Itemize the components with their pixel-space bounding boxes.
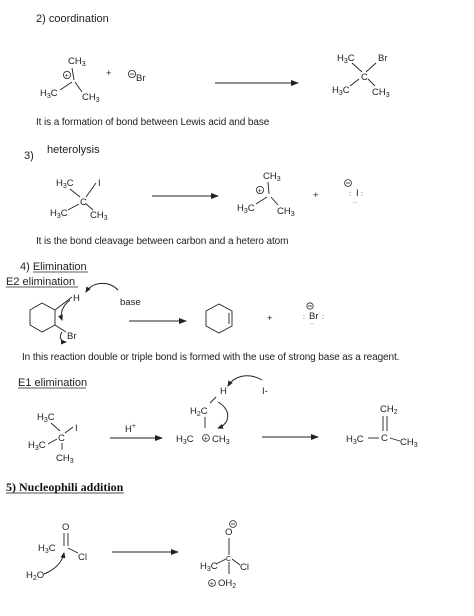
svg-text:H2C: $H_2C$: [190, 406, 208, 418]
e1-reagent: H+: [125, 423, 136, 435]
svg-text:Br: Br: [67, 331, 77, 342]
svg-text:C: C: [381, 433, 388, 444]
e2-note: In this reaction double or triple bond is formed with the use of strong base as a reagent.: [22, 352, 400, 363]
e1-title: E1 elimination: [18, 377, 88, 389]
svg-text:+: +: [64, 73, 69, 80]
nucleophilic-title: 5) Nucleophili addition: [6, 480, 124, 494]
svg-text::: :: [322, 314, 324, 321]
svg-text:CH3: $CH_3$: [56, 453, 74, 465]
ch3-top-label: $CH_3$: [68, 56, 86, 68]
svg-text:C: C: [226, 556, 232, 563]
svg-text:H3C: $H_3C$: [37, 412, 55, 424]
e1-intermediate: [176, 376, 268, 446]
svg-text:H3C: $H_3C$: [237, 203, 255, 215]
heterolysis-reactant: [50, 178, 108, 222]
svg-text::: :: [303, 314, 305, 321]
svg-text:··: ··: [353, 200, 357, 206]
svg-text:H3C: $H_3C$: [50, 208, 68, 220]
coordination-section: [36, 13, 390, 128]
h3c-left-label: $H_3C$: [40, 88, 58, 100]
svg-text:O: O: [225, 527, 233, 538]
iodide-ion: [345, 180, 363, 206]
svg-text:CH3: $CH_3$: [277, 206, 295, 218]
svg-text:C: C: [80, 197, 87, 208]
svg-text:CH3: $CH_3$: [90, 210, 108, 222]
heterolysis-title: heterolysis: [47, 144, 100, 156]
tetrahedral-intermediate: [200, 521, 249, 590]
svg-text:··: ··: [310, 321, 314, 327]
svg-text:H3C: $H_3C$: [346, 434, 364, 446]
plus-sign: +: [106, 68, 112, 79]
svg-text:H3C: $H_3C$: [200, 561, 218, 573]
svg-text:Cl: Cl: [78, 552, 87, 563]
iodide-label: I: [356, 188, 359, 199]
curved-arrow-icon: [44, 553, 64, 574]
svg-text::: :: [361, 191, 363, 198]
svg-text:+: +: [257, 188, 262, 195]
e2-title: E2 elimination: [6, 276, 76, 288]
bromide-ion: [303, 303, 324, 327]
svg-text:H2O: $H_2O$: [26, 570, 45, 582]
svg-text:O: O: [62, 522, 70, 533]
e1-reactant: [28, 412, 78, 465]
svg-text:H3C: $H_3C$: [332, 85, 350, 97]
coordination-carbocation: [40, 56, 100, 104]
svg-text:CH2: $CH_2$: [380, 404, 398, 416]
curved-arrow-icon: [61, 300, 70, 320]
heterolysis-carbocation: [237, 171, 295, 218]
acyl-chloride-reactant: [26, 522, 87, 582]
svg-text:H3C: $H_3C$: [56, 178, 74, 190]
plus-sign: +: [267, 313, 273, 324]
e2-reactant: [30, 283, 118, 342]
svg-text:CH3: $CH_3$: [372, 87, 390, 99]
svg-text:H: H: [220, 386, 227, 397]
svg-text:I: I: [98, 178, 101, 189]
cyclohexene-ring: [206, 304, 232, 333]
heterolysis-note: It is the bond cleavage between carbon and a hetero atom: [36, 236, 289, 247]
curved-arrow-icon: [228, 376, 262, 386]
curved-arrow-icon: [60, 332, 66, 342]
heterolysis-section: [24, 144, 363, 247]
svg-text:OH2: $OH_2$: [218, 578, 237, 590]
coordination-title: 2) coordination: [36, 13, 109, 25]
svg-text:Br: Br: [378, 53, 388, 64]
curved-arrow-icon: [86, 283, 118, 292]
cyclohexene-product: [206, 304, 232, 333]
svg-text:H: H: [73, 293, 80, 304]
svg-text:H3C: $H_3C$: [176, 434, 194, 446]
svg-text:C: C: [58, 433, 65, 444]
e1-product: [346, 404, 418, 449]
cyclohexane-ring: [30, 303, 55, 332]
elimination-title: 4) Elimination: [20, 261, 87, 273]
nucleophilic-section: [6, 480, 249, 590]
coordination-note: It is a formation of bond between Lewis acid and base: [36, 117, 270, 128]
svg-text:C: C: [361, 72, 368, 83]
coordination-product: [332, 53, 390, 99]
svg-text:H3C: $H_3C$: [38, 543, 56, 555]
ch3-right-label: $CH_3$: [82, 92, 100, 104]
svg-text:+: +: [209, 581, 214, 588]
svg-text::: :: [349, 191, 351, 198]
plus-sign: +: [313, 190, 319, 201]
svg-text:I: I: [75, 423, 78, 434]
svg-text:CH3: $CH_3$: [400, 437, 418, 449]
svg-text:+: +: [203, 436, 208, 443]
svg-text:Br: Br: [309, 311, 319, 322]
svg-text:I-: I-: [262, 386, 268, 397]
base-label: base: [120, 297, 141, 308]
svg-text:H3C: $H_3C$: [28, 440, 46, 452]
curved-arrow-icon: [218, 402, 228, 428]
elimination-section: [6, 261, 418, 465]
svg-text:Cl: Cl: [240, 562, 249, 573]
svg-text:CH3: $CH_3$: [212, 434, 230, 446]
svg-text:H3C: $H_3C$: [337, 53, 355, 65]
bromide-label: Br: [136, 73, 146, 84]
heterolysis-number: 3): [24, 150, 34, 162]
svg-text:CH3: $CH_3$: [263, 171, 281, 183]
